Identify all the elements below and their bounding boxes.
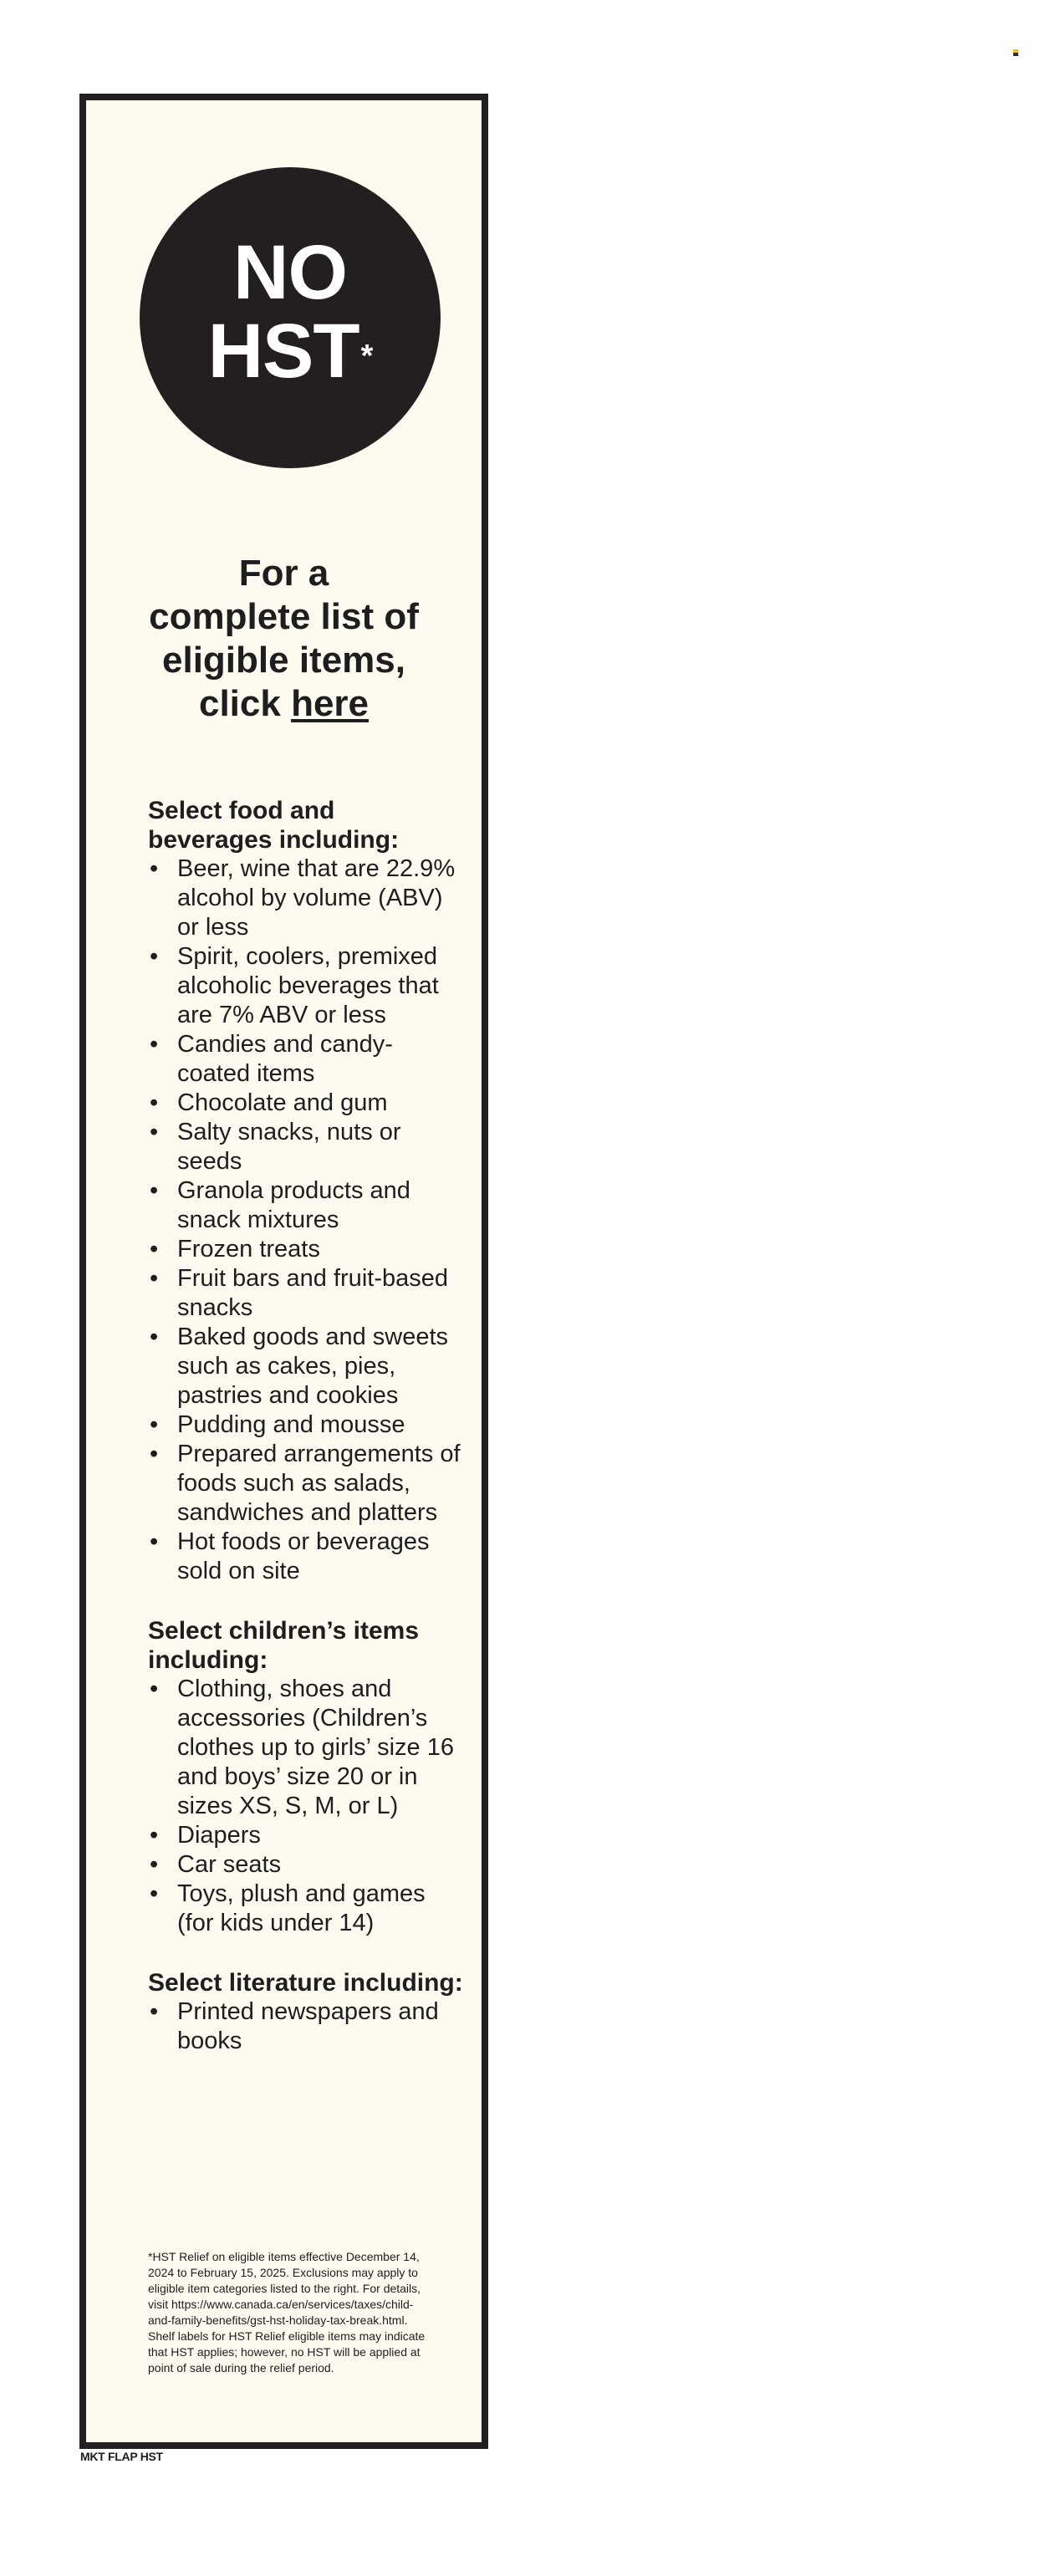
list-item: • Toys, plush and games (for kids under 14)	[148, 1880, 465, 1938]
badge-line-no: NO	[233, 230, 347, 315]
badge-hst-text: HST	[207, 309, 359, 394]
registration-mark-icon	[1012, 48, 1020, 57]
list-item: • Spirit, coolers, premixed alcoholic beverages that are 7% ABV or less	[148, 942, 465, 1030]
list-item: • Beer, wine that are 22.9% alcohol by volume (ABV) or less	[148, 854, 465, 942]
list-item: • Granola products and snack mixtures	[148, 1176, 465, 1235]
list-item: • Car seats	[148, 1850, 465, 1880]
list-item: • Printed newspapers and books	[148, 1997, 465, 2056]
cta-line-2: complete list of	[149, 596, 419, 637]
list-item: • Clothing, shoes and accessories (Children’s clothes up to girls’ size 16 and boys’ size 20 or in sizes XS, S, M, or L)	[148, 1675, 465, 1821]
list-item: • Hot foods or beverages sold on site	[148, 1528, 465, 1586]
list-item: • Diapers	[148, 1821, 465, 1850]
hst-info-flap	[79, 94, 488, 2449]
list-item: • Baked goods and sweets such as cakes, pies, pastries and cookies	[148, 1323, 465, 1410]
eligible-items-link[interactable]: here	[291, 683, 370, 724]
eligible-categories	[148, 796, 465, 2086]
badge-asterisk: *	[360, 339, 373, 374]
list-item: • Pudding and mousse	[148, 1410, 465, 1440]
no-hst-badge	[140, 167, 441, 468]
list-item: • Prepared arrangements of foods such as salads, sandwiches and platters	[148, 1440, 465, 1528]
cta-line-3: eligible items,	[162, 640, 405, 681]
hst-relief-footnote: *HST Relief on eligible items effective December 14, 2024 to February 15, 2025. Exclusions may apply to eligible item categories listed to the right. For details, visit https://www.canada.ca/en/services/taxes/child-and-family-benefits/gst-hst-holiday-tax-break.html. Shelf labels for HST Relief eligible items may indicate that HST applies; however, no HST will be applied at point of sale during the relief period.	[148, 2250, 426, 2375]
list-item: • Salty snacks, nuts or seeds	[148, 1118, 465, 1176]
item-list	[148, 1997, 465, 2056]
childrens-items-section	[148, 1616, 465, 1938]
section-heading: Select literature including:	[148, 1969, 463, 1997]
literature-section	[148, 1968, 465, 2056]
eligible-items-cta	[103, 552, 465, 726]
section-heading: Select food and beverages including:	[148, 797, 400, 854]
print-slug: MKT FLAP HST	[80, 2450, 163, 2463]
item-list	[148, 1675, 465, 1938]
badge-line-hst	[140, 309, 441, 394]
cta-line-4	[103, 682, 465, 726]
section-heading: Select children’s items including:	[148, 1617, 420, 1674]
list-item: • Fruit bars and fruit-based snacks	[148, 1264, 465, 1323]
list-item: • Candies and candy-coated items	[148, 1030, 465, 1089]
list-item: • Chocolate and gum	[148, 1089, 465, 1118]
food-beverages-section	[148, 796, 465, 1586]
cta-line-1: For a	[238, 553, 329, 594]
list-item: • Frozen treats	[148, 1235, 465, 1264]
item-list	[148, 854, 465, 1586]
cta-click-text: click	[198, 683, 281, 724]
